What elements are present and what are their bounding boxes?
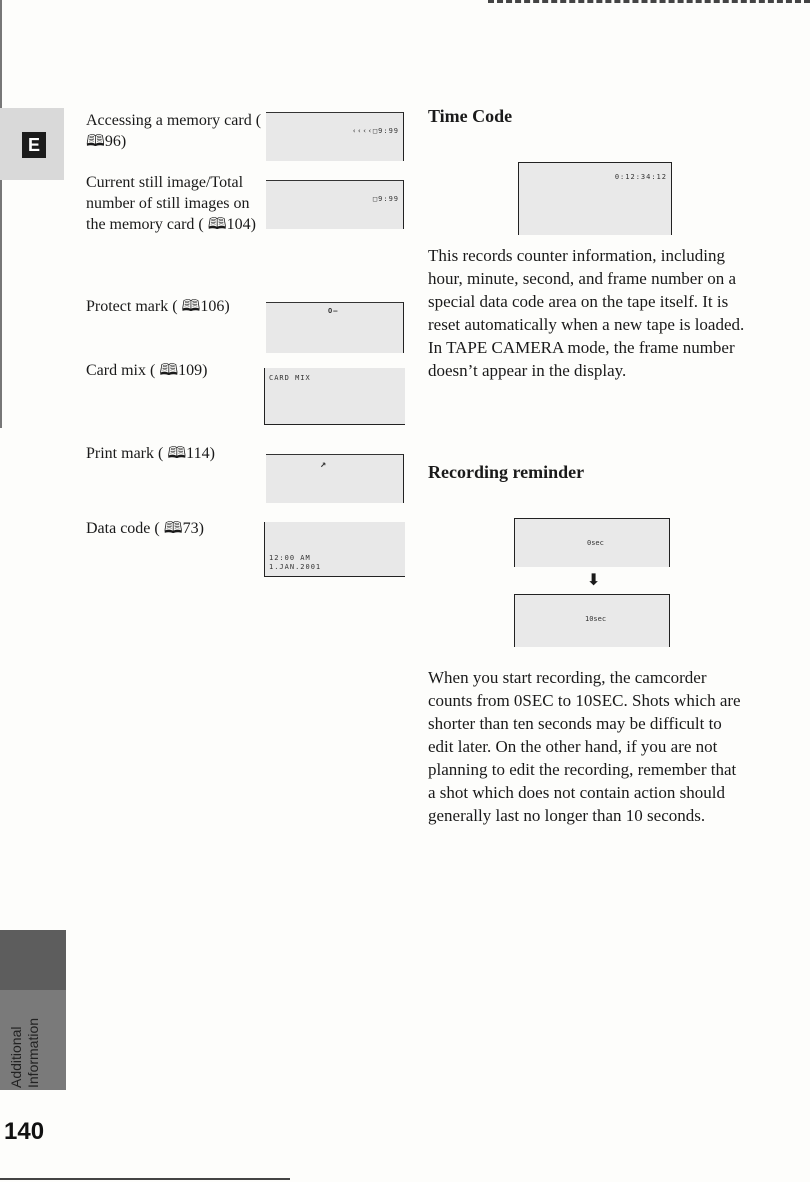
down-arrow-icon: ⬇ (587, 570, 601, 589)
reminder-display-start (514, 518, 670, 567)
screen-text-time: 12:00 AM (269, 554, 311, 562)
screen-text-date: 1.JAN.2001 (269, 563, 322, 571)
reminder-display-end (514, 594, 670, 647)
item-label-protect-mark: Protect mark ( 🕮106) (86, 298, 230, 315)
section-label: Additional Information (8, 1017, 41, 1088)
left-margin-rule (0, 0, 2, 428)
language-badge: E (22, 132, 46, 158)
screen-protect-mark (266, 302, 404, 353)
screen-text: ‹‹‹‹□9:99 (352, 127, 399, 135)
recording-reminder-paragraph: When you start recording, the camcorder counts from 0SEC to 10SEC. Shots which are shorter than ten seconds may be difficult to edit later. On the other hand, if you are not planning to edit the recording, remember that a shot which does not contain action should generally last no longer than 10 seconds. (428, 668, 741, 825)
top-dashed-rule (488, 0, 810, 3)
item-label-print-mark: Print mark ( 🕮114) (86, 445, 215, 462)
screen-current-still (266, 180, 404, 229)
time-code-paragraph: This records counter information, including hour, minute, second, and frame number on a special data code area on the tape itself. It is reset automatically when a new tape is loaded. In TAPE CAMERA mode, the frame number doesn’t appear in the display. (428, 246, 745, 380)
item-label-accessing-card: Accessing a memory card ( 🕮96) (86, 112, 262, 150)
screen-card-mix (264, 368, 405, 425)
time-code-display (518, 162, 672, 235)
page-number: 140 (4, 1118, 45, 1145)
time-code-value: 0:12:34:12 (614, 173, 667, 181)
screen-print-mark (266, 454, 404, 503)
key-icon: O— (328, 307, 339, 315)
screen-text: □9:99 (372, 195, 399, 203)
screen-data-code (264, 522, 405, 577)
item-label-card-mix: Card mix ( 🕮109) (86, 362, 208, 379)
reminder-end-value: 10sec (585, 615, 607, 623)
screen-accessing-card (266, 112, 404, 161)
item-label-data-code: Data code ( 🕮73) (86, 520, 204, 537)
print-mark-icon: ↗ (320, 459, 328, 470)
heading-recording-reminder: Recording reminder (428, 462, 585, 482)
item-label-current-still: Current still image/Total number of still images on the memory card ( 🕮104) (86, 174, 256, 233)
screen-text: CARD MIX (269, 374, 311, 382)
bottom-rule (0, 1178, 290, 1180)
reminder-start-value: 0sec (587, 539, 604, 547)
heading-time-code: Time Code (428, 106, 513, 126)
